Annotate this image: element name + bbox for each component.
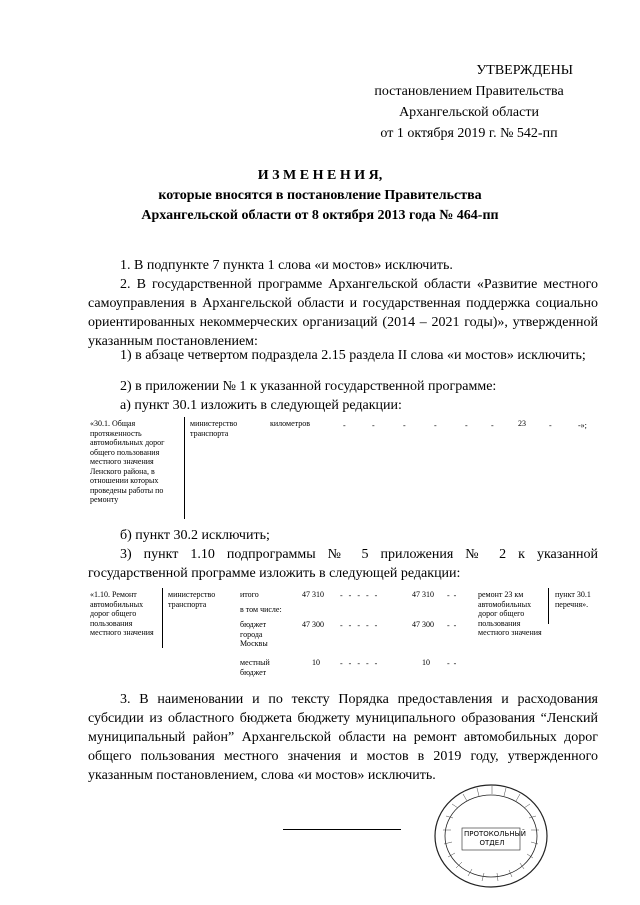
department-stamp (432, 782, 550, 890)
title-line-2: которые вносятся в постановление Правительства (158, 188, 482, 203)
item-3: 3. В наименовании и по тексту Порядка предоставления и расходования субсидии из областного бюджета бюджету муниципального образования “Ленский муниципальный район” Архангельской области на ремонт автомобильных дорог общего пользования местного значения и мостов в 2019 году, утвержденного указанным постановлением, слова «и мостов» исключить. (88, 692, 598, 783)
t1-executor: министерство транспорта (190, 419, 238, 438)
signature-line (283, 829, 401, 830)
t2-executor: министерство транспорта (168, 590, 216, 609)
t2-row-total-v2: 47 310 (412, 590, 434, 599)
t1-indicator: «30.1. Общая протяженность автомобильных дорог общего пользования местного значения Ленского района, в отношении которых проведены работы по ремонту (90, 419, 165, 504)
document-title (0, 166, 640, 226)
t1-value: 23 (518, 419, 526, 428)
t2-row-incl-label: в том числе: (240, 605, 282, 614)
t2-row-total-v1: 47 310 (302, 590, 324, 599)
title-line-3: Архангельской области от 8 октября 2013 года № 464-пп (141, 208, 499, 223)
title-line-1: И З М Е Н Е Н И Я, (257, 168, 383, 183)
item-2: 2. В государственной программе Архангельской области «Развитие местного самоуправления в Архангельской области и государственная поддержка социально ориентированных некоммерческих организаций (2014 – 2021 годы)», утвержденной указанным постановлением: (88, 277, 598, 349)
t2-row-city-v1: 47 300 (302, 620, 324, 629)
approval-line-3: Архангельской области (399, 105, 539, 120)
approval-title: УТВЕРЖДЕНЫ (476, 63, 573, 78)
t1-unit: километров (270, 419, 310, 428)
t2-row-local-v1: 10 (312, 658, 320, 667)
approval-block (359, 60, 579, 144)
approval-line-4: от 1 октября 2019 г. № 542-пп (380, 126, 558, 141)
t2-row-total-label: итого (240, 590, 259, 599)
t2-row-city-v2: 47 300 (412, 620, 434, 629)
item-2-1: 1) в абзаце четвертом подраздела 2.15 раздела II слова «и мостов» исключить; (120, 348, 586, 363)
approval-line-2: постановлением Правительства (374, 84, 564, 99)
stamp-text: ПРОТОКОЛЬНЫЙ ОТДЕЛ (464, 830, 527, 847)
item-2-2-b: б) пункт 30.2 исключить; (120, 528, 270, 543)
t2-row-city-label: бюджет города Москвы (240, 620, 268, 648)
item-1: 1. В подпункте 7 пункта 1 слова «и мостов» исключить. (120, 258, 453, 273)
t2-measure: «1.10. Ремонт автомобильных дорог общего пользования местного значения (90, 590, 154, 637)
item-2-3: 3) пункт 1.10 подпрограммы № 5 приложения № 2 к указанной государственной программе изложить в следующей редакции: (88, 547, 598, 581)
t2-result: ремонт 23 км автомобильных дорог общего пользования местного значения (478, 590, 542, 637)
t2-row-local-v2: 10 (422, 658, 430, 667)
item-2-2: 2) в приложении № 1 к указанной государственной программе: (120, 379, 497, 394)
t2-reference: пункт 30.1 перечня». (555, 590, 591, 609)
item-2-2-a: а) пункт 30.1 изложить в следующей редакции: (120, 398, 402, 413)
t2-row-local-label: местный бюджет (240, 658, 270, 677)
